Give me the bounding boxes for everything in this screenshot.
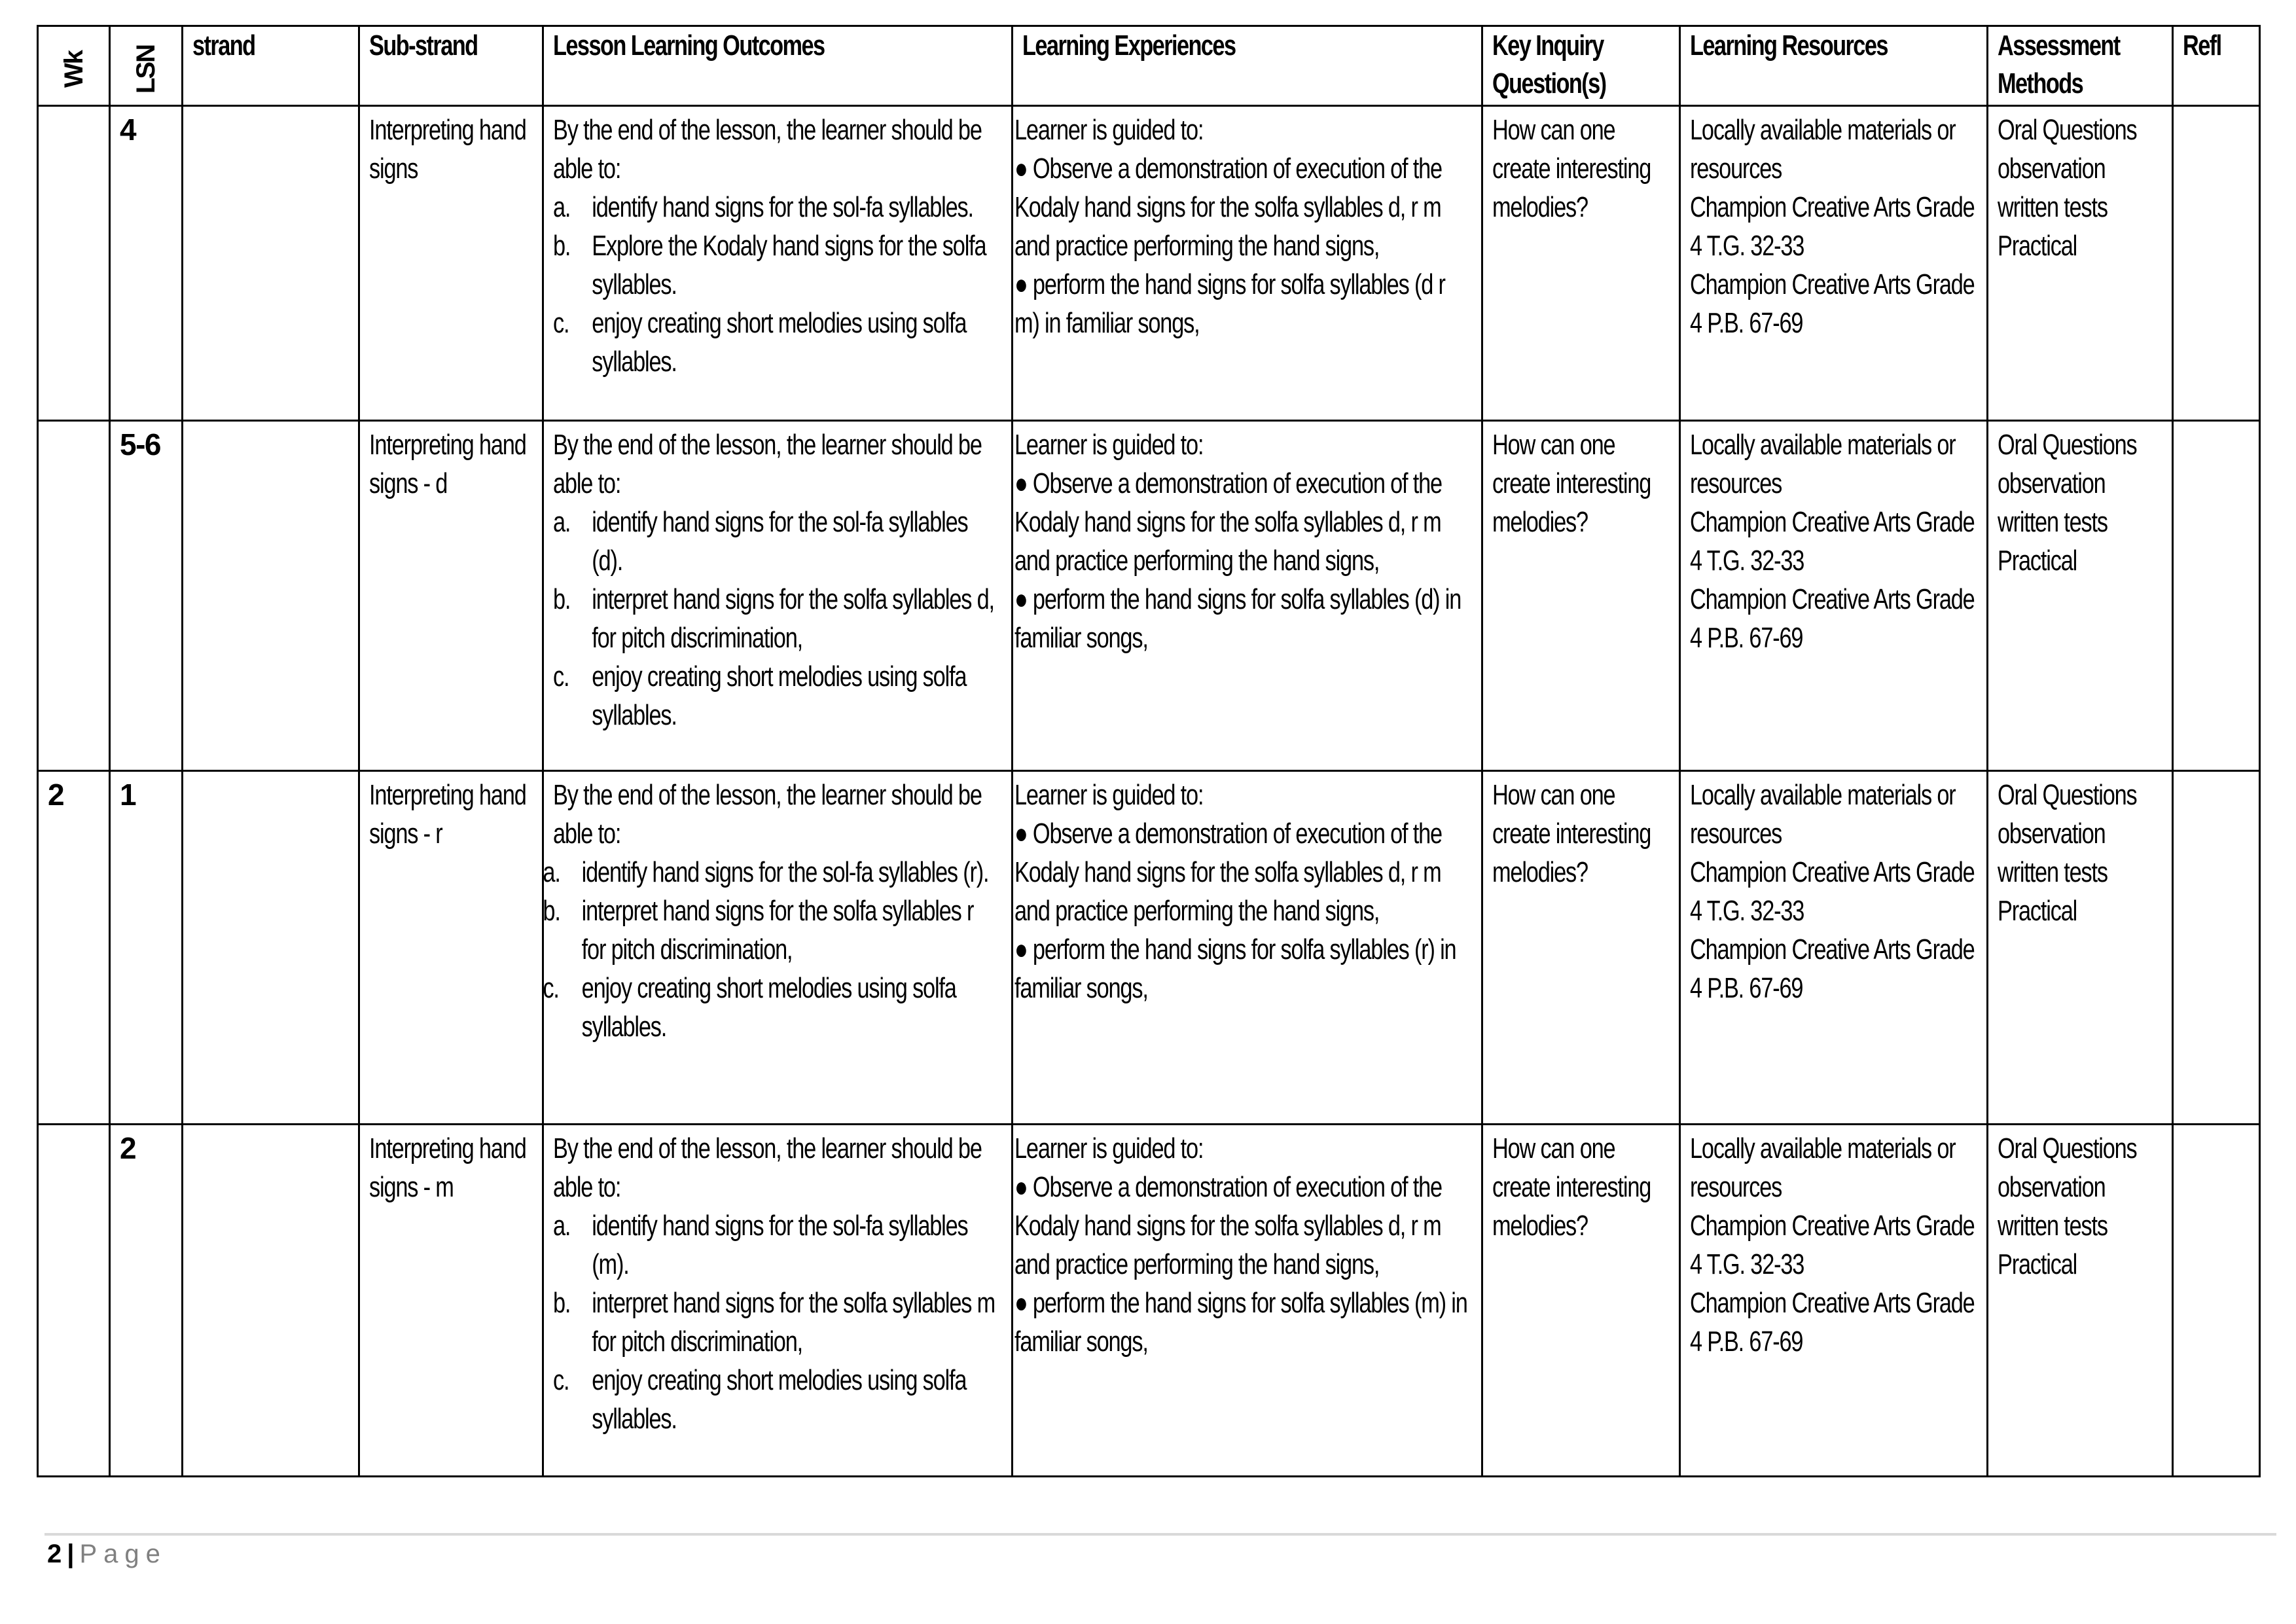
cell-resources — [1680, 106, 1988, 421]
outcomes-list — [553, 1206, 1001, 1438]
resource-item: Locally available materials or resources — [1690, 779, 1961, 850]
outcome-text: enjoy creating short melodies using solfa syllables. — [592, 307, 972, 378]
outcome-item — [543, 853, 1001, 892]
resource-item: Champion Creative Arts Grade 4 T.G. 32-33 — [1690, 1210, 1980, 1280]
cell-outcomes — [543, 106, 1013, 421]
cell-strand — [183, 106, 359, 421]
header-reflection: Refl — [2173, 26, 2260, 106]
outcome-marker: b. — [553, 1287, 571, 1319]
outcome-text: identify hand signs for the sol-fa syllables (r). — [581, 856, 989, 888]
outcome-item — [553, 580, 1001, 657]
cell-assessment — [1988, 1125, 2173, 1477]
page-footer — [47, 1540, 167, 1569]
resource-item: Champion Creative Arts Grade 4 T.G. 32-33 — [1690, 191, 1980, 262]
cell-lsn: 1 — [110, 771, 183, 1125]
experience-item: ● perform the hand signs for solfa syllables (d) in familiar songs, — [1014, 583, 1467, 654]
cell-experiences — [1013, 1125, 1482, 1477]
outcome-item — [553, 226, 1001, 304]
outcome-text: enjoy creating short melodies using solfa syllables. — [592, 1364, 972, 1435]
outcome-item — [553, 1206, 1001, 1284]
header-experiences: Learning Experiences — [1013, 26, 1482, 106]
cell-inquiry: How can one create interesting melodies? — [1482, 1125, 1680, 1477]
outcome-text: identify hand signs for the sol-fa syllables. — [592, 191, 973, 223]
assessment-item: Oral Questions — [1998, 114, 2137, 146]
experience-item: ● Observe a demonstration of execution of the Kodaly hand signs for the solfa syllables d, r m and practice performing the hand signs, — [1014, 818, 1448, 927]
assessment-item: Oral Questions — [1998, 779, 2137, 811]
cell-resources — [1680, 421, 1988, 771]
cell-resources — [1680, 771, 1988, 1125]
table-row — [38, 771, 2260, 1125]
assessment-item: Practical — [1998, 1248, 2077, 1280]
header-row — [38, 26, 2260, 106]
table-row — [38, 421, 2260, 771]
assessment-item: observation — [1998, 153, 2106, 185]
footer-divider — [45, 1533, 2276, 1536]
outcome-text: identify hand signs for the sol-fa syllables (m). — [592, 1210, 973, 1280]
assessment-item: observation — [1998, 1171, 2106, 1203]
assessment-item: Oral Questions — [1998, 429, 2137, 461]
resource-item: Locally available materials or resources — [1690, 429, 1961, 499]
outcome-item — [553, 1361, 1001, 1438]
cell-reflection — [2173, 1125, 2260, 1477]
cell-lsn: 4 — [110, 106, 183, 421]
cell-sub-strand: Interpreting hand signs — [359, 106, 543, 421]
header-sub-strand: Sub-strand — [359, 26, 543, 106]
assessment-item: observation — [1998, 467, 2106, 499]
outcome-item — [553, 503, 1001, 580]
resource-item: Locally available materials or resources — [1690, 1132, 1961, 1203]
resource-item: Champion Creative Arts Grade 4 P.B. 67-69 — [1690, 933, 1980, 1004]
header-outcomes: Lesson Learning Outcomes — [543, 26, 1013, 106]
assessment-item: Oral Questions — [1998, 1132, 2137, 1164]
table-row — [38, 106, 2260, 421]
outcomes-intro: By the end of the lesson, the learner should be able to: — [553, 779, 988, 850]
outcome-marker: b. — [543, 895, 560, 927]
experience-item: ● Observe a demonstration of execution of the Kodaly hand signs for the solfa syllables d, r m and practice performing the hand signs, — [1014, 1171, 1448, 1280]
cell-reflection — [2173, 421, 2260, 771]
outcome-marker: b. — [553, 230, 571, 262]
resource-item: Champion Creative Arts Grade 4 T.G. 32-33 — [1690, 506, 1980, 577]
experiences-intro: Learner is guided to: — [1014, 1132, 1204, 1164]
outcome-text: enjoy creating short melodies using solfa syllables. — [581, 972, 962, 1043]
cell-inquiry: How can one create interesting melodies? — [1482, 771, 1680, 1125]
experience-item: ● perform the hand signs for solfa syllables (d r m) in familiar songs, — [1014, 268, 1451, 339]
header-resources: Learning Resources — [1680, 26, 1988, 106]
outcome-item — [553, 188, 1001, 226]
outcome-marker: c. — [553, 660, 569, 693]
cell-sub-strand: Interpreting hand signs - m — [359, 1125, 543, 1477]
cell-experiences — [1013, 106, 1482, 421]
assessment-item: observation — [1998, 818, 2106, 850]
assessment-item: Practical — [1998, 895, 2077, 927]
outcome-marker: c. — [553, 307, 569, 339]
experience-item: ● perform the hand signs for solfa syllables (m) in familiar songs, — [1014, 1287, 1473, 1358]
outcome-item — [553, 657, 1001, 734]
cell-assessment — [1988, 106, 2173, 421]
resource-item: Champion Creative Arts Grade 4 T.G. 32-33 — [1690, 856, 1980, 927]
experiences-intro: Learner is guided to: — [1014, 779, 1204, 811]
outcome-text: enjoy creating short melodies using solfa syllables. — [592, 660, 972, 731]
outcome-item — [553, 304, 1001, 381]
cell-reflection — [2173, 106, 2260, 421]
outcome-marker: a. — [553, 1210, 571, 1242]
outcome-marker: c. — [553, 1364, 569, 1396]
cell-wk — [38, 1125, 110, 1477]
assessment-item: written tests — [1998, 856, 2108, 888]
header-lsn: LSN — [110, 26, 183, 106]
outcome-marker: c. — [543, 972, 559, 1004]
cell-lsn: 2 — [110, 1125, 183, 1477]
assessment-item: written tests — [1998, 1210, 2108, 1242]
experiences-intro: Learner is guided to: — [1014, 114, 1204, 146]
outcome-marker: b. — [553, 583, 571, 615]
outcome-marker: a. — [553, 191, 571, 223]
experience-item: ● Observe a demonstration of execution of the Kodaly hand signs for the solfa syllables d, r m and practice performing the hand signs, — [1014, 467, 1448, 577]
page-number: 2 — [47, 1540, 62, 1568]
resource-item: Champion Creative Arts Grade 4 P.B. 67-69 — [1690, 268, 1980, 339]
header-assessment: Assessment Methods — [1988, 26, 2173, 106]
experience-item: ● perform the hand signs for solfa syllables (r) in familiar songs, — [1014, 933, 1462, 1004]
cell-wk — [38, 421, 110, 771]
cell-wk: 2 — [38, 771, 110, 1125]
outcome-text: interpret hand signs for the solfa syllables r for pitch discrimination, — [581, 895, 979, 965]
cell-experiences — [1013, 421, 1482, 771]
outcome-item — [543, 892, 1001, 969]
resource-item: Champion Creative Arts Grade 4 P.B. 67-69 — [1690, 583, 1980, 654]
experience-item: ● Observe a demonstration of execution of the Kodaly hand signs for the solfa syllables d, r m and practice performing the hand signs, — [1014, 153, 1448, 262]
header-strand: strand — [183, 26, 359, 106]
cell-lsn: 5-6 — [110, 421, 183, 771]
footer-separator: | — [67, 1540, 75, 1568]
cell-inquiry: How can one create interesting melodies? — [1482, 106, 1680, 421]
outcome-item — [543, 969, 1001, 1046]
outcomes-list — [553, 503, 1001, 734]
assessment-item: Practical — [1998, 545, 2077, 577]
cell-outcomes — [543, 771, 1013, 1125]
cell-inquiry: How can one create interesting melodies? — [1482, 421, 1680, 771]
cell-strand — [183, 1125, 359, 1477]
cell-assessment — [1988, 421, 2173, 771]
outcomes-list — [553, 188, 1001, 381]
assessment-item: written tests — [1998, 506, 2108, 538]
header-inquiry: Key Inquiry Question(s) — [1482, 26, 1680, 106]
outcomes-intro: By the end of the lesson, the learner should be able to: — [553, 429, 988, 499]
page-label: Page — [79, 1540, 167, 1568]
experiences-intro: Learner is guided to: — [1014, 429, 1204, 461]
outcome-text: Explore the Kodaly hand signs for the solfa syllables. — [592, 230, 992, 300]
cell-strand — [183, 421, 359, 771]
resource-item: Champion Creative Arts Grade 4 P.B. 67-69 — [1690, 1287, 1980, 1358]
outcome-text: interpret hand signs for the solfa syllables d, for pitch discrimination, — [592, 583, 1000, 654]
cell-assessment — [1988, 771, 2173, 1125]
cell-reflection — [2173, 771, 2260, 1125]
scheme-of-work-table — [37, 25, 2261, 1477]
outcome-item — [553, 1284, 1001, 1361]
outcomes-list — [543, 853, 1001, 1046]
cell-outcomes — [543, 421, 1013, 771]
assessment-item: Practical — [1998, 230, 2077, 262]
resource-item: Locally available materials or resources — [1690, 114, 1961, 185]
outcomes-intro: By the end of the lesson, the learner should be able to: — [553, 114, 988, 185]
cell-experiences — [1013, 771, 1482, 1125]
outcomes-intro: By the end of the lesson, the learner should be able to: — [553, 1132, 988, 1203]
outcome-marker: a. — [543, 856, 560, 888]
cell-outcomes — [543, 1125, 1013, 1477]
cell-strand — [183, 771, 359, 1125]
assessment-item: written tests — [1998, 191, 2108, 223]
outcome-marker: a. — [553, 506, 571, 538]
outcome-text: identify hand signs for the sol-fa syllables (d). — [592, 506, 973, 577]
cell-resources — [1680, 1125, 1988, 1477]
cell-wk — [38, 106, 110, 421]
cell-sub-strand: Interpreting hand signs - d — [359, 421, 543, 771]
table-row — [38, 1125, 2260, 1477]
header-wk: Wk — [38, 26, 110, 106]
cell-sub-strand: Interpreting hand signs - r — [359, 771, 543, 1125]
outcome-text: interpret hand signs for the solfa syllables m for pitch discrimination, — [592, 1287, 1001, 1358]
